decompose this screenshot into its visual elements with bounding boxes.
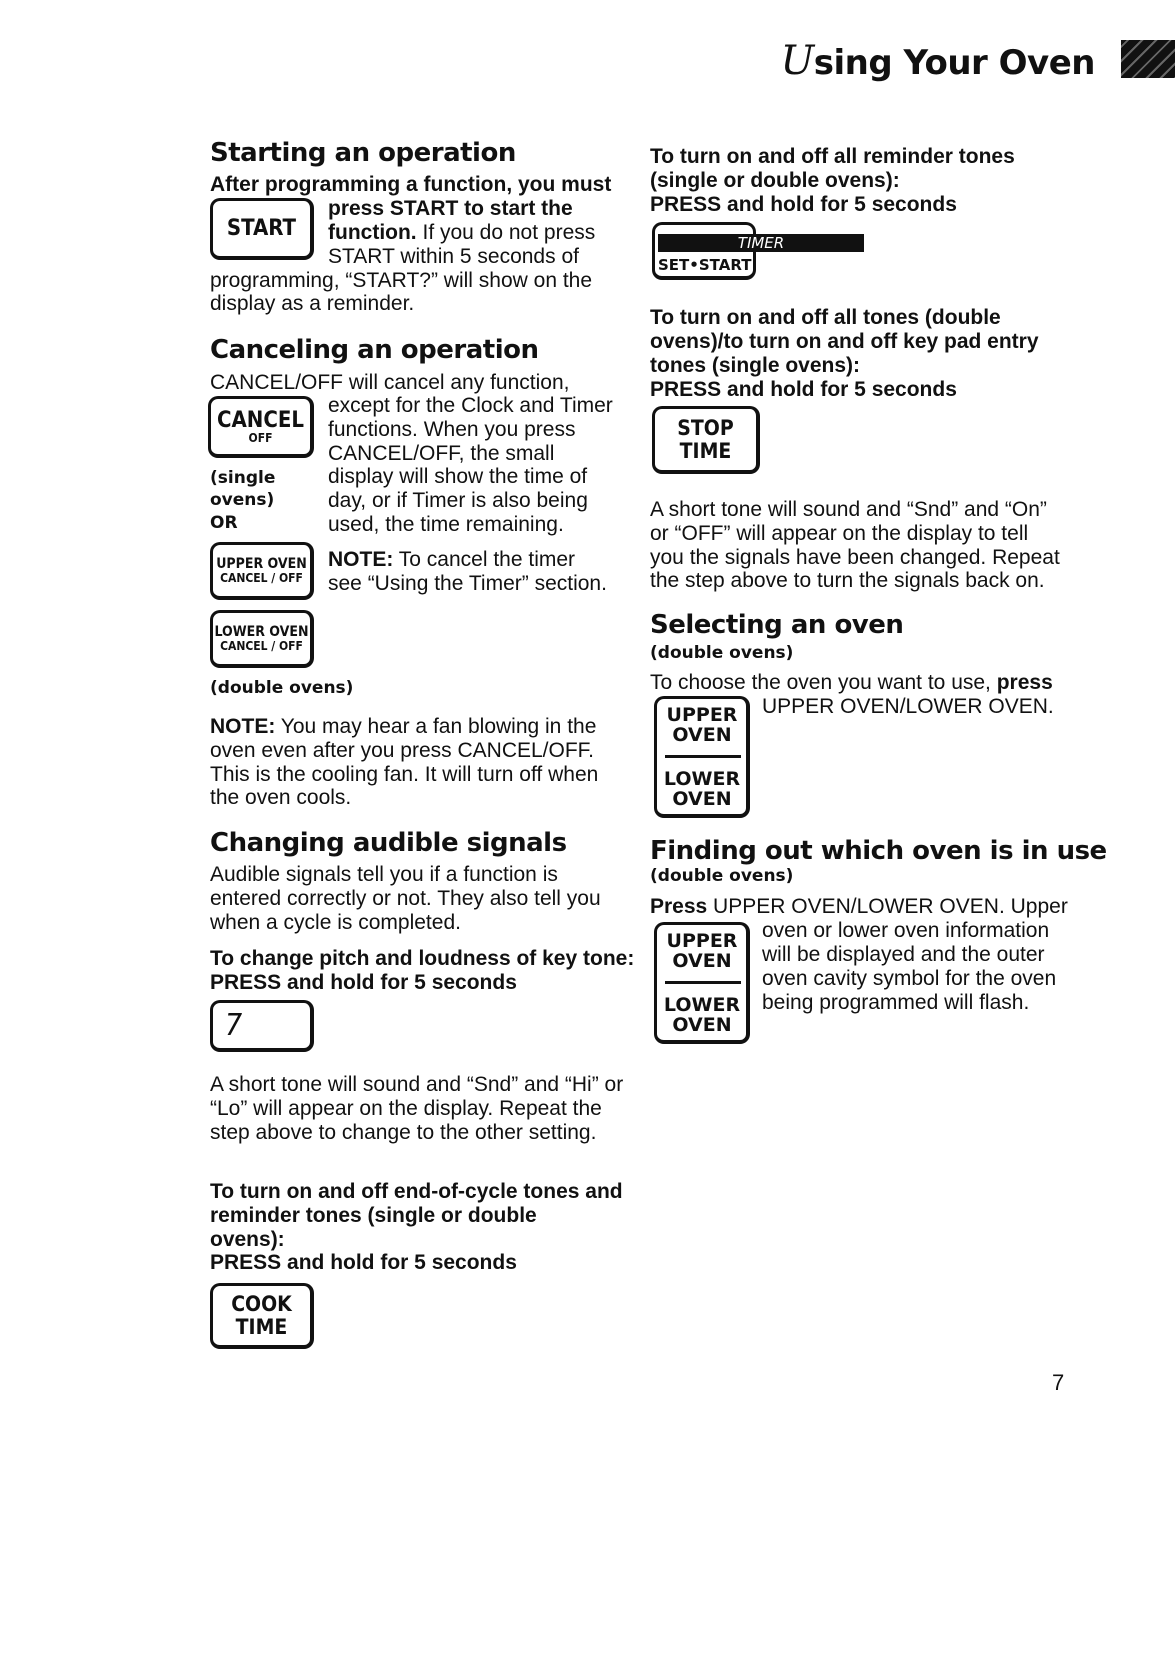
cook-time-key-icon: COOK TIME <box>210 1283 314 1349</box>
finding-upper-oven-label: OVEN <box>672 950 732 972</box>
page-number: 7 <box>1052 1370 1065 1395</box>
alltones-heading-line2: ovens)/to turn on and off key pad entry <box>650 330 1039 353</box>
canceling-line4: CANCEL/OFF, the small <box>328 442 555 465</box>
upper-oven-cancel-key-icon: UPPER OVEN CANCEL / OFF <box>210 542 314 600</box>
selecting-sub: (double ovens) <box>650 643 794 663</box>
fan-note-line3: This is the cooling fan. It will turn off when <box>210 763 599 786</box>
finding-line1: Press UPPER OVEN/LOWER OVEN. Upper <box>650 895 1068 918</box>
finding-line4: oven cavity symbol for the oven <box>762 967 1057 990</box>
finding-sub: (double ovens) <box>650 866 794 886</box>
canceling-heading: Canceling an operation <box>210 335 539 365</box>
or-label: OR <box>210 513 238 533</box>
starting-line2: press START to start the <box>328 197 573 220</box>
cancel-note-line2: see “Using the Timer” section. <box>328 572 607 595</box>
header-decoration-icon <box>1121 40 1175 78</box>
changing-line1: Audible signals tell you if a function is <box>210 863 558 886</box>
alltones-heading-line1: To turn on and off all tones (double <box>650 306 1001 329</box>
stop-time-key-icon: STOP TIME <box>652 406 760 474</box>
selecting-heading: Selecting an oven <box>650 610 904 640</box>
canceling-line6: day, or if Timer is also being <box>328 489 588 512</box>
cancel-off-key-icon: CANCEL OFF <box>208 396 314 458</box>
alltones-result-line2: or “OFF” will appear on the display to tell <box>650 522 1029 545</box>
timer-label: TIMER <box>658 234 864 252</box>
reminder-heading-line1: To turn on and off all reminder tones <box>650 145 1015 168</box>
selecting-line1: To choose the oven you want to use, press <box>650 671 1053 694</box>
changing-line3: when a cycle is completed. <box>210 911 461 934</box>
seven-key-icon: 7 <box>210 1000 314 1052</box>
starting-line4: START within 5 seconds of <box>328 245 579 268</box>
lower-oven-cancel-key-icon: LOWER OVEN CANCEL / OFF <box>210 610 314 668</box>
upper-lower-oven-key-icon <box>654 696 750 818</box>
single-ovens-label-1: (single <box>210 468 276 488</box>
alltones-press-hold: PRESS and hold for 5 seconds <box>650 378 957 401</box>
alltones-heading-line3: tones (single ovens): <box>650 354 861 377</box>
eoc-heading-line3: ovens): <box>210 1228 285 1251</box>
finding-upper-label: UPPER <box>666 930 738 952</box>
alltones-result-line4: the step above to turn the signals back on. <box>650 569 1045 592</box>
starting-line3: function. If you do not press <box>328 221 596 244</box>
eoc-heading-line2: reminder tones (single or double <box>210 1204 537 1227</box>
starting-line5: programming, “START?” will show on the <box>210 269 593 292</box>
starting-line6: display as a reminder. <box>210 292 415 315</box>
single-ovens-label-2: ovens) <box>210 490 275 510</box>
canceling-line1: CANCEL/OFF will cancel any function, <box>210 371 570 394</box>
upper-label: UPPER <box>666 704 738 726</box>
fan-note-line2: oven even after you press CANCEL/OFF. <box>210 739 594 762</box>
page-header-title: Using Your Oven <box>780 38 1095 84</box>
pitch-result-line2: “Lo” will appear on the display. Repeat the <box>210 1097 602 1120</box>
starting-line1: After programming a function, you must <box>210 173 612 196</box>
finding-line5: being programmed will flash. <box>762 991 1030 1014</box>
finding-line3: will be displayed and the outer <box>762 943 1045 966</box>
double-ovens-label: (double ovens) <box>210 678 354 698</box>
fan-note: NOTE: You may hear a fan blowing in the <box>210 715 597 738</box>
pitch-heading: To change pitch and loudness of key tone: <box>210 947 635 970</box>
canceling-line3: functions. When you press <box>328 418 576 441</box>
canceling-line5: display will show the time of <box>328 465 588 488</box>
upper-oven-label: OVEN <box>672 724 732 746</box>
pitch-press-hold: PRESS and hold for 5 seconds <box>210 971 517 994</box>
timer-set-start-key-icon <box>652 222 864 282</box>
alltones-result-line3: you the signals have been changed. Repeat <box>650 546 1060 569</box>
selecting-line2: UPPER OVEN/LOWER OVEN. <box>762 695 1054 718</box>
canceling-line2: except for the Clock and Timer <box>328 394 613 417</box>
start-key-icon: START <box>210 198 314 260</box>
pitch-result-line1: A short tone will sound and “Snd” and “Hi” or <box>210 1073 624 1096</box>
alltones-result-line1: A short tone will sound and “Snd” and “On” <box>650 498 1047 521</box>
lower-oven-label: OVEN <box>672 788 732 810</box>
reminder-heading-line2: (single or double ovens): <box>650 169 900 192</box>
finding-lower-label: LOWER <box>663 994 741 1016</box>
changing-heading: Changing audible signals <box>210 828 567 858</box>
fan-note-line4: the oven cools. <box>210 786 352 809</box>
set-start-label: SET•START <box>658 256 752 274</box>
starting-heading: Starting an operation <box>210 138 516 168</box>
lower-label: LOWER <box>663 768 741 790</box>
cancel-note: NOTE: To cancel the timer <box>328 548 576 571</box>
eoc-heading-line1: To turn on and off end-of-cycle tones and <box>210 1180 623 1203</box>
finding-heading: Finding out which oven is in use <box>650 836 1107 866</box>
changing-line2: entered correctly or not. They also tell you <box>210 887 601 910</box>
eoc-press-hold: PRESS and hold for 5 seconds <box>210 1251 517 1274</box>
finding-upper-lower-oven-key-icon <box>654 922 750 1044</box>
finding-lower-oven-label: OVEN <box>672 1014 732 1036</box>
canceling-line7: used, the time remaining. <box>328 513 564 536</box>
reminder-press-hold: PRESS and hold for 5 seconds <box>650 193 957 216</box>
finding-line2: oven or lower oven information <box>762 919 1050 942</box>
pitch-result-line3: step above to change to the other setting. <box>210 1121 597 1144</box>
